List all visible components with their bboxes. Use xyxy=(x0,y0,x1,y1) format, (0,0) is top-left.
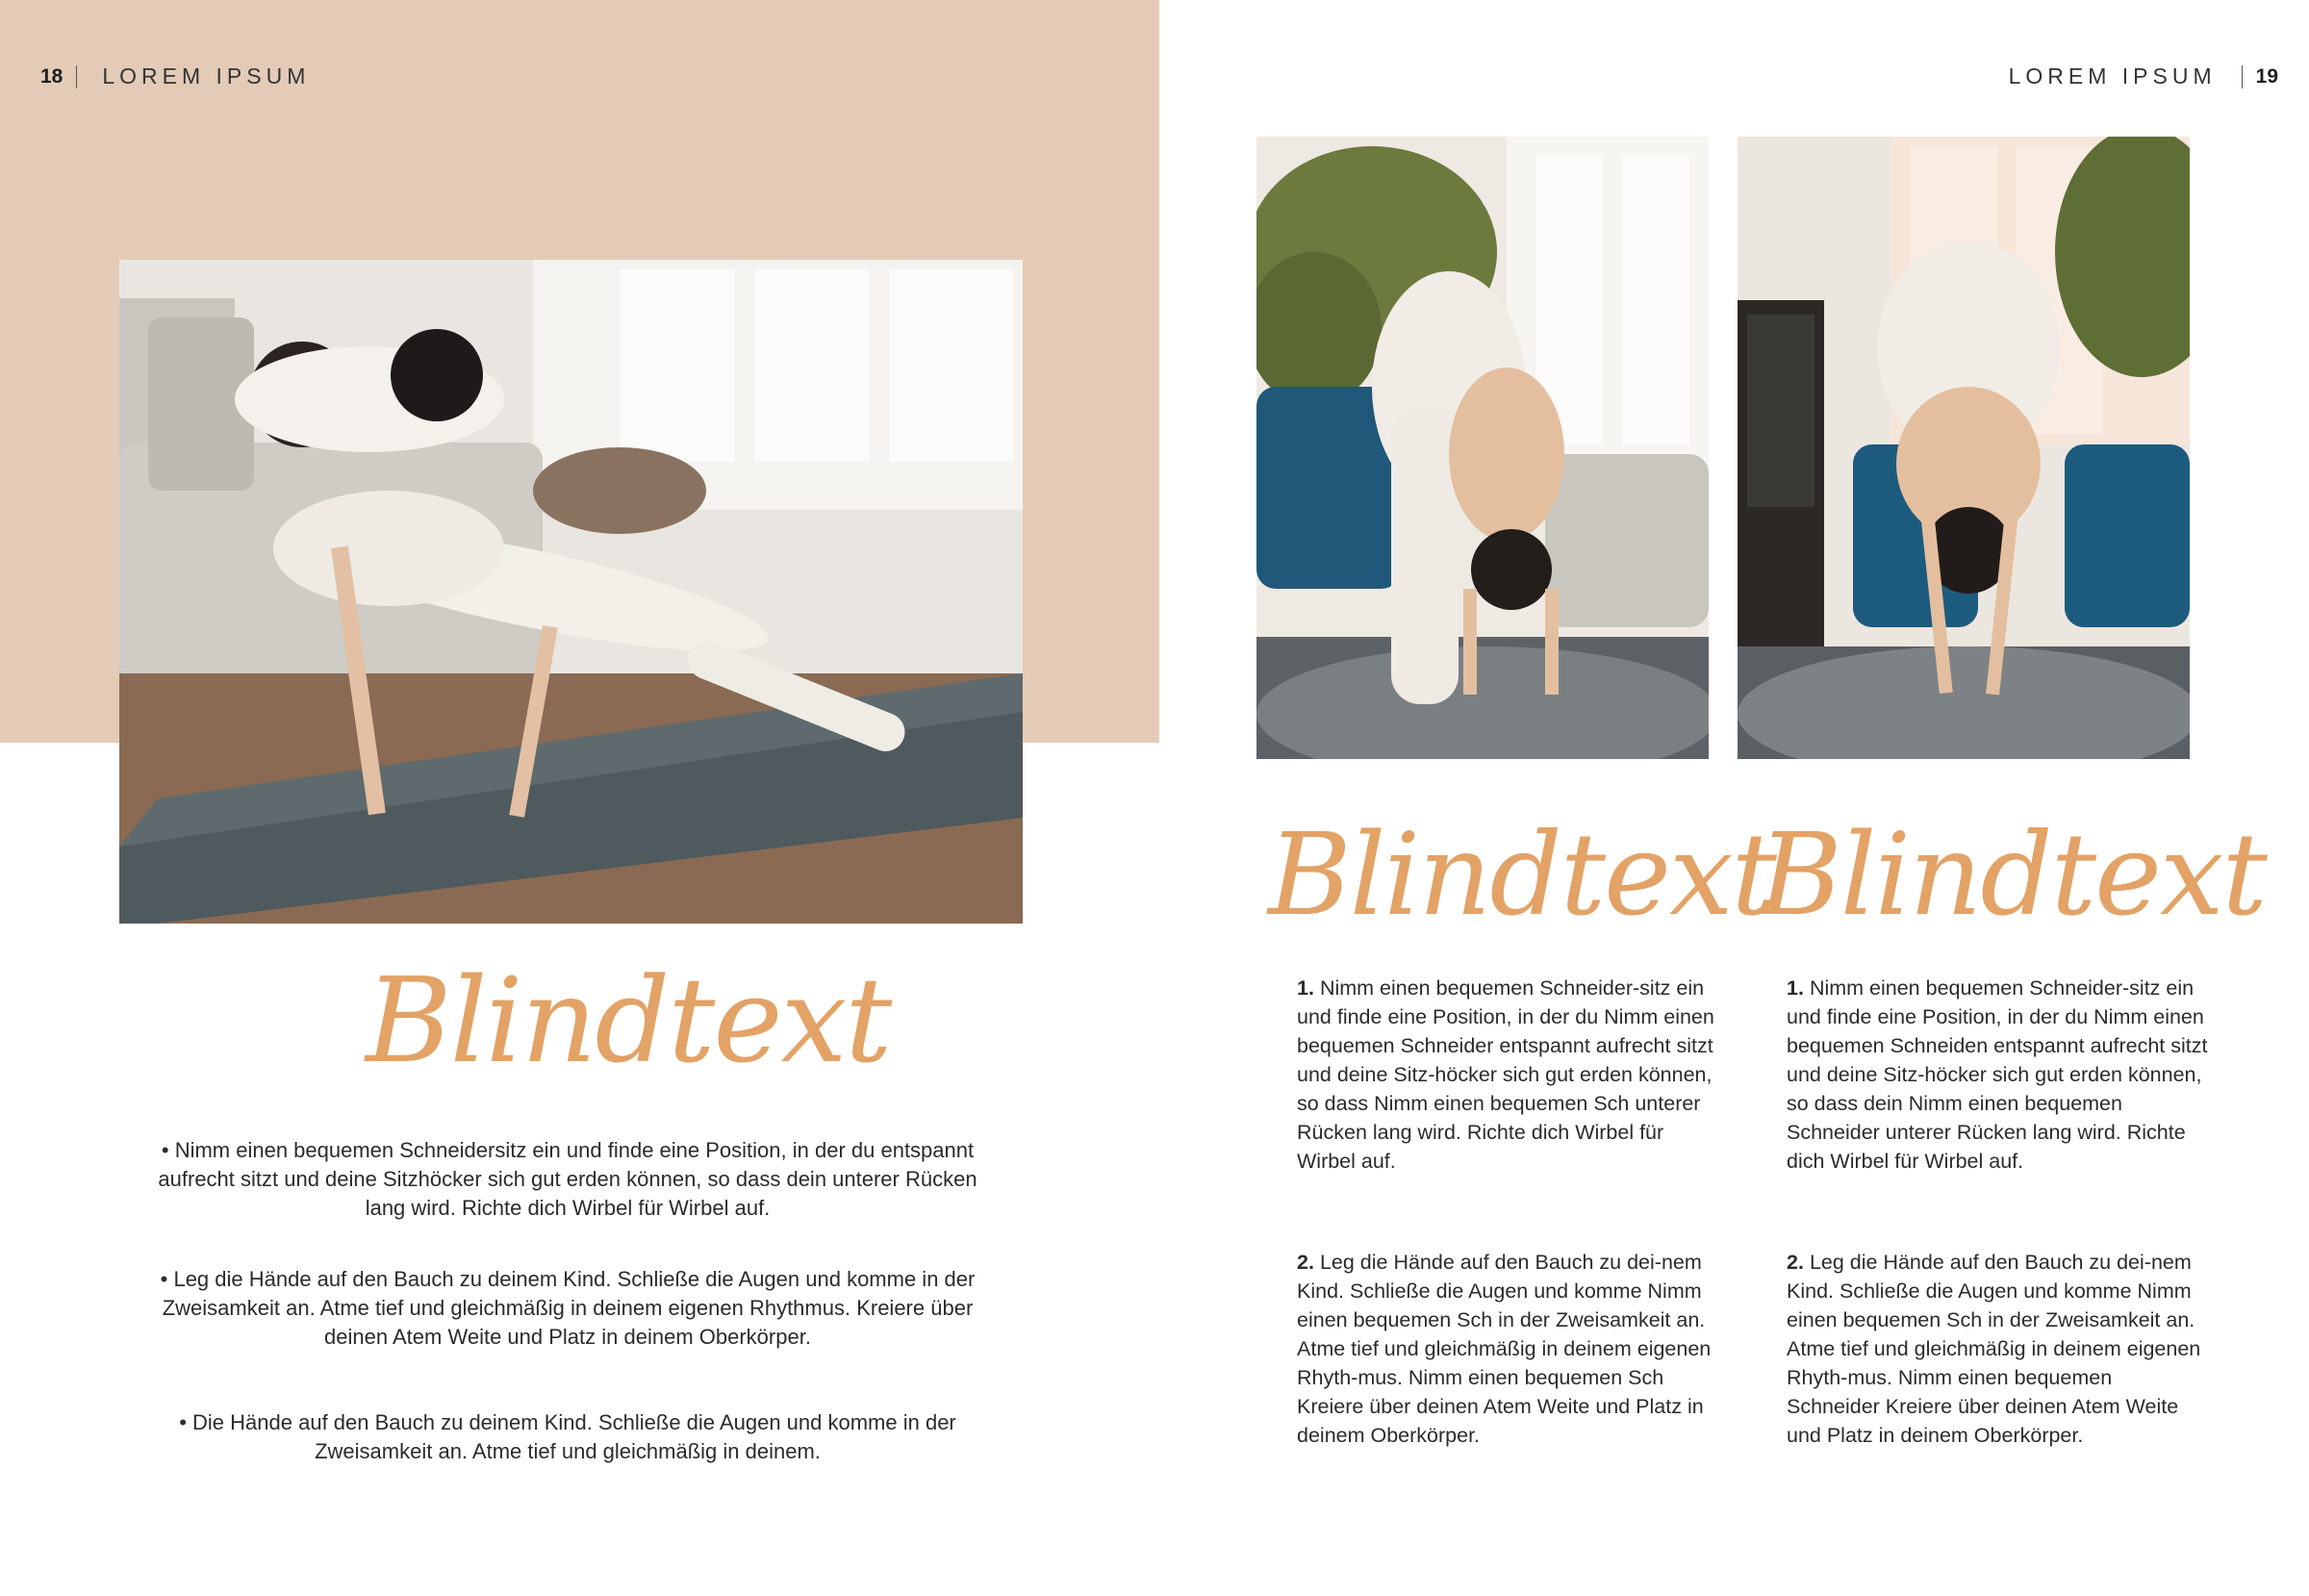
header-divider xyxy=(76,65,77,89)
forward-fold-photo-2 xyxy=(1738,137,2190,759)
left-page-number: 18 xyxy=(40,64,63,88)
column-a-script-heading: Blindtext xyxy=(1268,808,1775,941)
column-b-step-1 xyxy=(1787,974,2210,1176)
bullet-paragraph: • Nimm einen bequemen Schneidersitz ein und finde eine Position, in der du entspannt aufrecht sitzt und deine Sitzhöcker sich gut erden können, so dass dein unterer Rücken lang wird. Richte dich Wirbel für Wirbel auf. xyxy=(158,1138,977,1220)
step-text: Leg die Hände auf den Bauch zu dei-nem Kind. Schließe die Augen und komme Nimm einen bequemen Sch in der Zweisamkeit an. Atme tief und gleichmäßig in deinem eigenen Rhyth-mus. Nimm einen bequemen Sch Kreiere über deinen Atem Weite und Platz in deinem Oberkörper. xyxy=(1297,1251,1712,1447)
left-running-title: LOREM IPSUM xyxy=(102,63,311,89)
step-text: Nimm einen bequemen Schneider-sitz ein und finde eine Position, in der du Nimm einen bequemen Schneider entspannt aufrecht sitzt und deine Sitz-höcker sich gut erden können, so dass Nimm einen bequemen Sch unterer Rücken lang wird. Richte dich Wirbel für Wirbel auf. xyxy=(1297,976,1714,1173)
bullet-paragraph: • Die Hände auf den Bauch zu deinem Kind. Schließe die Augen und komme in der Zweisamkeit an. Atme tief und gleichmäßig in deinem. xyxy=(179,1410,956,1463)
left-script-heading: Blindtext xyxy=(366,952,891,1089)
column-b-script-heading: Blindtext xyxy=(1759,808,2266,941)
step-number: 1. xyxy=(1787,976,1804,1000)
step-number: 1. xyxy=(1297,976,1314,1000)
forward-fold-photo-1 xyxy=(1256,137,1709,759)
right-running-title: LOREM IPSUM xyxy=(2008,63,2217,89)
right-page-number: 19 xyxy=(2255,64,2278,88)
column-b-step-2 xyxy=(1787,1248,2210,1450)
step-number: 2. xyxy=(1787,1251,1804,1274)
step-text: Nimm einen bequemen Schneider-sitz ein und finde eine Position, in der du Nimm einen bequemen Schneiden entspannt aufrecht sitzt und deine Sitz-höcker sich gut erden können, so dass dein Nimm einen bequemen Schneider unterer Rücken lang wird. Richte dich Wirbel für Wirbel auf. xyxy=(1787,976,2208,1173)
column-a-step-1 xyxy=(1297,974,1720,1176)
left-page-header xyxy=(40,63,310,89)
column-a-step-2 xyxy=(1297,1248,1720,1450)
header-divider xyxy=(2242,65,2243,89)
step-number: 2. xyxy=(1297,1251,1314,1274)
yoga-plank-photo xyxy=(119,260,1023,924)
right-page-header xyxy=(2009,63,2278,89)
bullet-paragraph: • Leg die Hände auf den Bauch zu deinem Kind. Schließe die Augen und komme in der Zweisamkeit an. Atme tief und gleichmäßig in deinem eigenen Rhythmus. Kreiere über deinen Atem Weite und Platz in deinem Oberkörper. xyxy=(160,1267,976,1349)
step-text: Leg die Hände auf den Bauch zu dei-nem Kind. Schließe die Augen und komme Nimm einen bequemen Sch in der Zweisamkeit an. Atme tief und gleichmäßig in deinem eigenen Rhyth-mus. Nimm einen bequemen Schneider Kreiere über deinen Atem Weite und Platz in deinem Oberkörper. xyxy=(1787,1251,2201,1447)
